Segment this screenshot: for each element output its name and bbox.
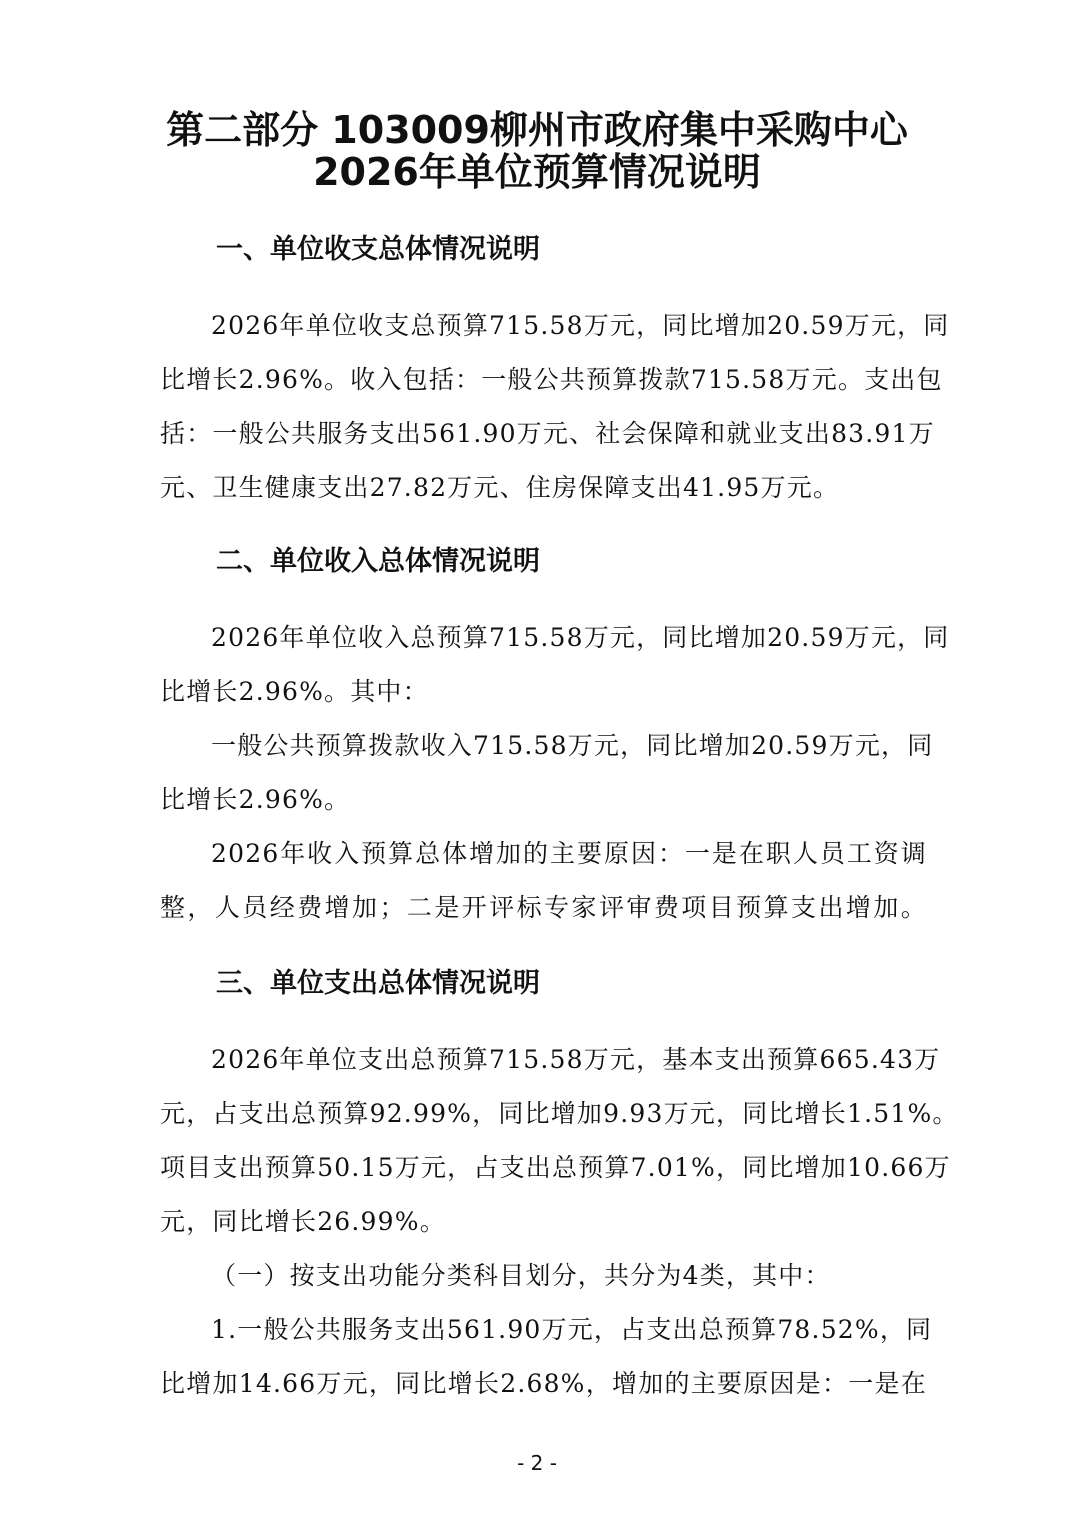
paragraph-line: 2026年单位支出总预算715.58万元，基本支出预算665.43万 (211, 1045, 941, 1074)
paragraph-line: 元、卫生健康支出27.82万元、住房保障支出41.95万元。 (160, 473, 840, 502)
paragraph-line: 元，占支出总预算92.99%，同比增加9.93万元，同比增长1.51%。 (160, 1099, 959, 1128)
document-title-line-1: 第二部分 103009柳州市政府集中采购中心 (166, 108, 908, 152)
paragraph-line: 整，人员经费增加；二是开评标专家评审费项目预算支出增加。 (160, 893, 927, 922)
paragraph-line: 比增长2.96%。收入包括：一般公共预算拨款715.58万元。支出包 (160, 365, 943, 394)
page-number: - 2 - (517, 1451, 557, 1475)
paragraph-line: （一）按支出功能分类科目划分，共分为4类，其中： (211, 1261, 831, 1290)
paragraph-line: 一般公共预算拨款收入715.58万元，同比增加20.59万元，同 (211, 731, 934, 760)
section-heading-2: 二、单位收入总体情况说明 (216, 546, 540, 577)
section-heading-3: 三、单位支出总体情况说明 (216, 968, 540, 999)
paragraph-line: 2026年单位收入总预算715.58万元，同比增加20.59万元，同 (211, 623, 950, 652)
paragraph-line: 括：一般公共服务支出561.90万元、社会保障和就业支出83.91万 (160, 419, 935, 448)
paragraph-line: 项目支出预算50.15万元，占支出总预算7.01%，同比增加10.66万 (160, 1153, 951, 1182)
paragraph-line: 1.一般公共服务支出561.90万元，占支出总预算78.52%，同 (211, 1315, 933, 1344)
paragraph-line: 比增长2.96%。其中： (160, 677, 429, 706)
section-heading-1: 一、单位收支总体情况说明 (216, 234, 540, 265)
paragraph-line: 比增长2.96%。 (160, 785, 351, 814)
document-title-line-2: 2026年单位预算情况说明 (313, 150, 761, 194)
paragraph-line: 元，同比增长26.99%。 (160, 1207, 446, 1236)
paragraph-line: 2026年收入预算总体增加的主要原因：一是在职人员工资调 (211, 839, 927, 868)
paragraph-line: 比增加14.66万元，同比增长2.68%，增加的主要原因是：一是在 (160, 1369, 927, 1398)
paragraph-line: 2026年单位收支总预算715.58万元，同比增加20.59万元，同 (211, 311, 950, 340)
